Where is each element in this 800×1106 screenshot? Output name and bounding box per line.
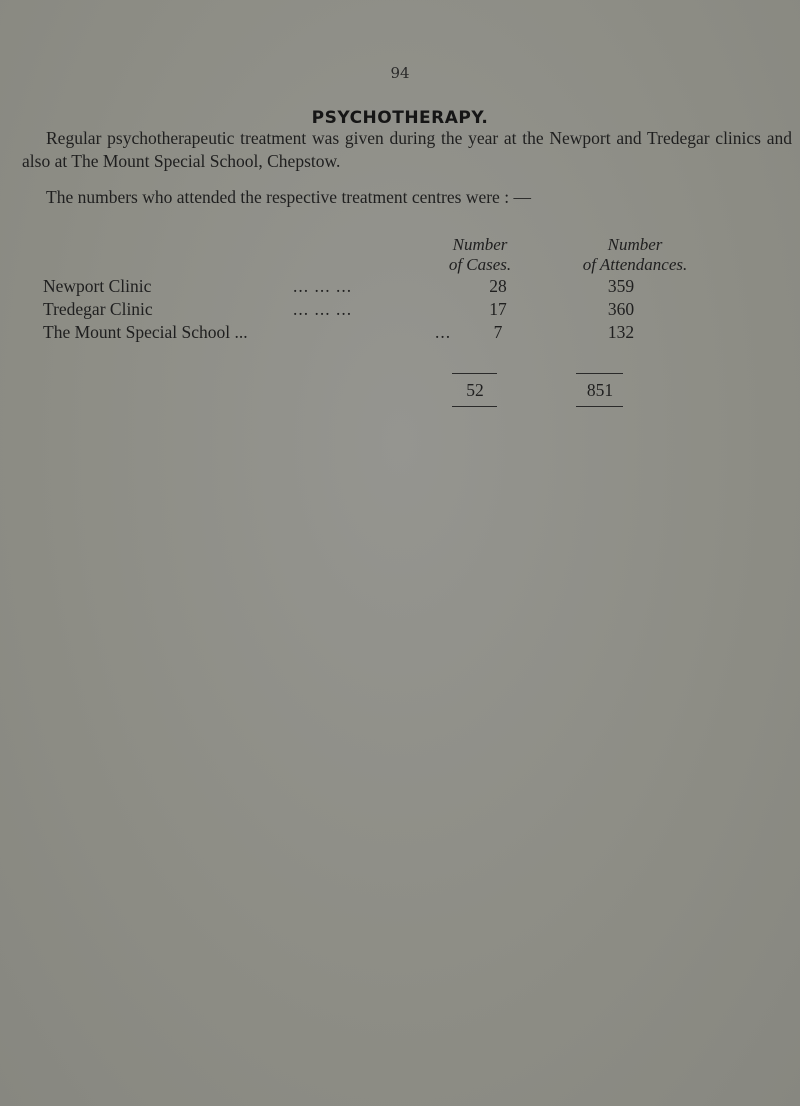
section-heading: PSYCHOTHERAPY. [311,108,489,128]
intro-paragraph: Regular psychotherapeutic treatment was given during the year at the Newport and Tredegar clinics and also at The Mount Special School, Chepstow. [22,128,792,171]
page-number: 94 [390,64,410,82]
row-cases: 17 [489,299,507,319]
row-leader-dots: ... ... ... [293,299,353,319]
row-attendances: 360 [607,299,635,319]
total-rule-attendances-top [576,373,623,374]
row-cases: 28 [489,276,507,296]
row-cases: 7 [493,322,503,342]
total-rule-attendances-bottom [576,406,623,407]
row-name: Newport Clinic [43,276,152,296]
row-name: The Mount Special School ... [43,322,248,342]
header-cases [400,235,560,275]
total-rule-cases-top [452,373,497,374]
header-attendances [540,235,730,275]
header-cases-line-1: Number [452,235,508,254]
attendance-paragraph: The numbers who attended the respective treatment centres were : — [46,187,531,207]
header-attendances-line-1: Number [607,235,663,254]
row-leader-dots: ... [435,322,452,342]
total-cases: 52 [466,380,484,400]
header-cases-line-2: of Cases. [448,255,512,274]
total-attendances: 851 [586,380,614,400]
header-attendances-line-2: of Attendances. [582,255,688,274]
row-attendances: 132 [607,322,635,342]
row-leader-dots: ... ... ... [293,276,353,296]
total-rule-cases-bottom [452,406,497,407]
row-name: Tredegar Clinic [43,299,153,319]
row-attendances: 359 [607,276,635,296]
